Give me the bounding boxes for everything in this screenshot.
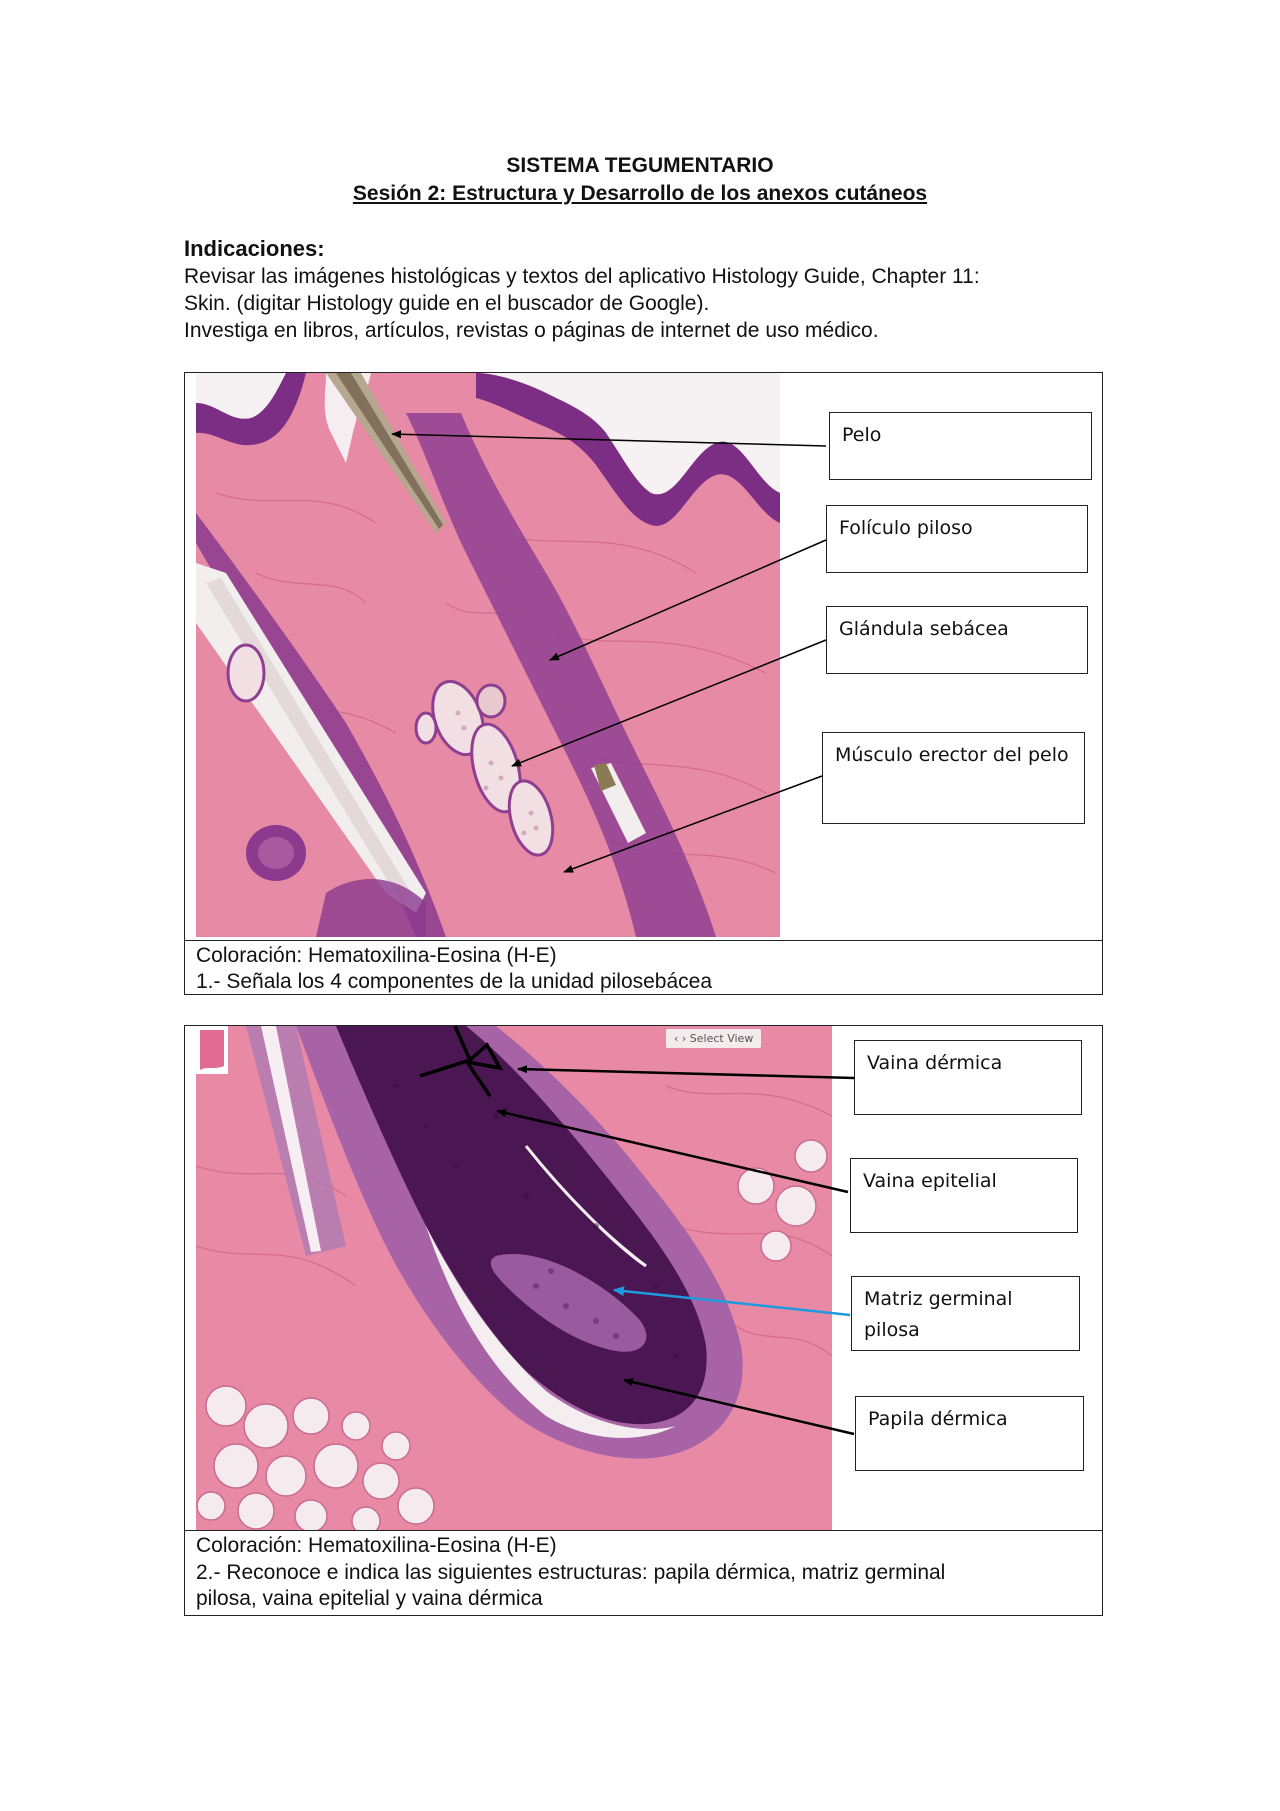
document-title: SISTEMA TEGUMENTARIO (506, 154, 774, 177)
label-foliculo-piloso: Folículo piloso (826, 505, 1088, 573)
label-vaina-epitelial: Vaina epitelial (850, 1158, 1078, 1233)
figure-1-micrograph (196, 373, 780, 937)
figure-1-caption-divider (184, 940, 1103, 941)
label-papila-dermica: Papila dérmica (855, 1396, 1084, 1471)
figure-1-caption-question: 1.- Señala los 4 componentes de la unidad pilosebácea (196, 970, 713, 993)
indicaciones-heading: Indicaciones: (184, 236, 325, 261)
label-matriz-germinal: Matriz germinal pilosa (851, 1276, 1080, 1351)
figure-1-caption-stain: Coloración: Hematoxilina-Eosina (H-E) (196, 944, 557, 967)
indicaciones-line-3: Investiga en libros, artículos, revistas o páginas de internet de uso médico. (184, 319, 879, 342)
label-pelo: Pelo (829, 412, 1092, 480)
figure-2-caption-stain: Coloración: Hematoxilina-Eosina (H-E) (196, 1534, 557, 1557)
figure-2-caption-divider (184, 1530, 1103, 1531)
label-glandula-sebacea: Glándula sebácea (826, 606, 1088, 674)
label-vaina-dermica: Vaina dérmica (854, 1040, 1082, 1115)
figure-2-caption-question: 2.- Reconoce e indica las siguientes estructuras: papila dérmica, matriz germinal (196, 1561, 946, 1584)
document-subtitle: Sesión 2: Estructura y Desarrollo de los anexos cutáneos (352, 182, 928, 205)
select-view-toolbar[interactable]: ‹ › Select View (666, 1029, 761, 1048)
indicaciones-line-2: Skin. (digitar Histology guide en el buscador de Google). (184, 292, 710, 315)
indicaciones-line-1: Revisar las imágenes histológicas y textos del aplicativo Histology Guide, Chapter 11: (184, 265, 980, 288)
figure-2-micrograph (196, 1026, 832, 1530)
figure-2-caption-question-cont: pilosa, vaina epitelial y vaina dérmica (196, 1587, 543, 1610)
label-musculo-erector: Músculo erector del pelo (822, 732, 1085, 824)
